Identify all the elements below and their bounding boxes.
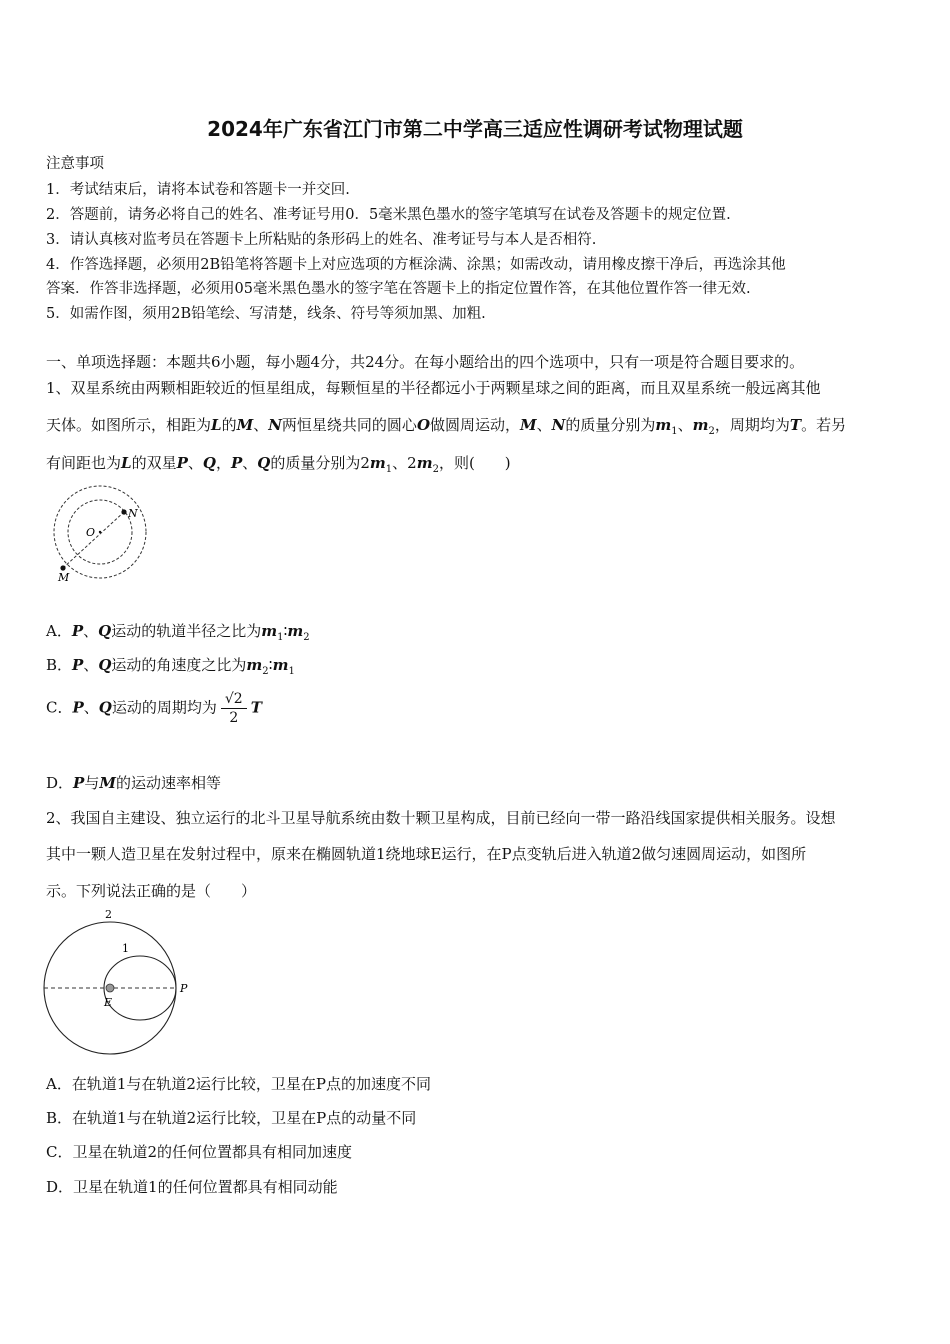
page-title: 2024年广东省江门市第二中学高三适应性调研考试物理试题 bbox=[207, 117, 743, 141]
q2-option-d[interactable]: D．卫星在轨道1的任何位置都具有相同动能 bbox=[46, 1178, 338, 1196]
q2-line2: 其中一颗人造卫星在发射过程中，原来在椭圆轨道1绕地球E运行，在P点变轨后进入轨道2做匀速圆周运动，如图所 bbox=[46, 845, 807, 863]
label-o: O bbox=[86, 526, 96, 539]
q1-option-b[interactable]: B．P、Q运动的角速度之比为$m_2∶m_1$ bbox=[46, 656, 295, 677]
label-orbit-2: 2 bbox=[105, 908, 112, 921]
label-n: N bbox=[128, 507, 138, 520]
fraction-sqrt2-over-2: $\frac{√2}{2}$ bbox=[221, 690, 247, 727]
q1-line1: 1、双星系统由两颗相距较近的恒星组成，每颗恒星的半径都远小于两颗星球之间的距离，而且双星系统一般远离其他 bbox=[46, 379, 821, 397]
label-point-p: P bbox=[180, 982, 188, 995]
binary-star-figure bbox=[48, 484, 158, 584]
star-m bbox=[60, 565, 65, 570]
q1-option-a[interactable]: A．P、Q运动的轨道半径之比为$m_1∶m_2$ bbox=[46, 622, 310, 643]
label-orbit-1: 1 bbox=[122, 942, 129, 955]
label-m: M bbox=[58, 571, 70, 584]
notes-heading: 注意事项 bbox=[46, 156, 104, 172]
note-item: 2．答题前，请务必将自己的姓名、准考证号用0．5毫米黑色墨水的签字笔填写在试卷及答题卡的规定位置. bbox=[46, 207, 731, 223]
note-item: 4．作答选择题，必须用2B铅笔将答题卡上对应选项的方框涂满、涂黑；如需改动，请用橡皮擦干净后，再选涂其他 bbox=[46, 257, 786, 273]
note-item: 1．考试结束后，请将本试卷和答题卡一并交回. bbox=[46, 182, 350, 198]
q1-line2: 天体。如图所示，相距为L的M、N两恒星绕共同的圆心O做圆周运动，M、N的质量分别为$m_1$、$m_2$，周期均为T。若另 bbox=[46, 416, 847, 437]
section-heading: 一、单项选择题：本题共6小题，每小题4分，共24分。在每小题给出的四个选项中，只有一项是符合题目要求的。 bbox=[46, 353, 805, 371]
q1-option-d[interactable]: D．P与M的运动速率相等 bbox=[46, 774, 221, 792]
q2-line3: 示。下列说法正确的是（ ） bbox=[46, 882, 257, 900]
star-n bbox=[121, 509, 126, 514]
orbit-figure bbox=[40, 906, 200, 1056]
note-item: 5．如需作图，须用2B铅笔绘、写清楚，线条、符号等须加黑、加粗. bbox=[46, 306, 486, 322]
q1-option-c[interactable]: C．P、Q运动的周期均为 $\frac{√2}{2}$ T bbox=[46, 691, 262, 726]
connecting-line bbox=[63, 512, 124, 568]
center-o bbox=[99, 531, 101, 533]
q2-option-b[interactable]: B．在轨道1与在轨道2运行比较，卫星在P点的动量不同 bbox=[46, 1109, 417, 1127]
earth-e bbox=[106, 984, 114, 992]
q2-option-a[interactable]: A．在轨道1与在轨道2运行比较，卫星在P点的加速度不同 bbox=[46, 1075, 432, 1093]
note-item: 答案．作答非选择题，必须用05毫米黑色墨水的签字笔在答题卡上的指定位置作答，在其他位置作答一律无效. bbox=[46, 281, 751, 297]
q2-option-c[interactable]: C．卫星在轨道2的任何位置都具有相同加速度 bbox=[46, 1143, 353, 1161]
label-earth-e: E bbox=[104, 996, 113, 1009]
q2-line1: 2、我国自主建设、独立运行的北斗卫星导航系统由数十颗卫星构成，目前已经向一带一路沿线国家提供相关服务。设想 bbox=[46, 809, 836, 827]
note-item: 3．请认真核对监考员在答题卡上所粘贴的条形码上的姓名、准考证号与本人是否相符. bbox=[46, 232, 597, 248]
q1-line3: 有间距也为L的双星P、Q，P、Q的质量分别为$2m_1$、$2m_2$，则( ) bbox=[46, 454, 511, 475]
